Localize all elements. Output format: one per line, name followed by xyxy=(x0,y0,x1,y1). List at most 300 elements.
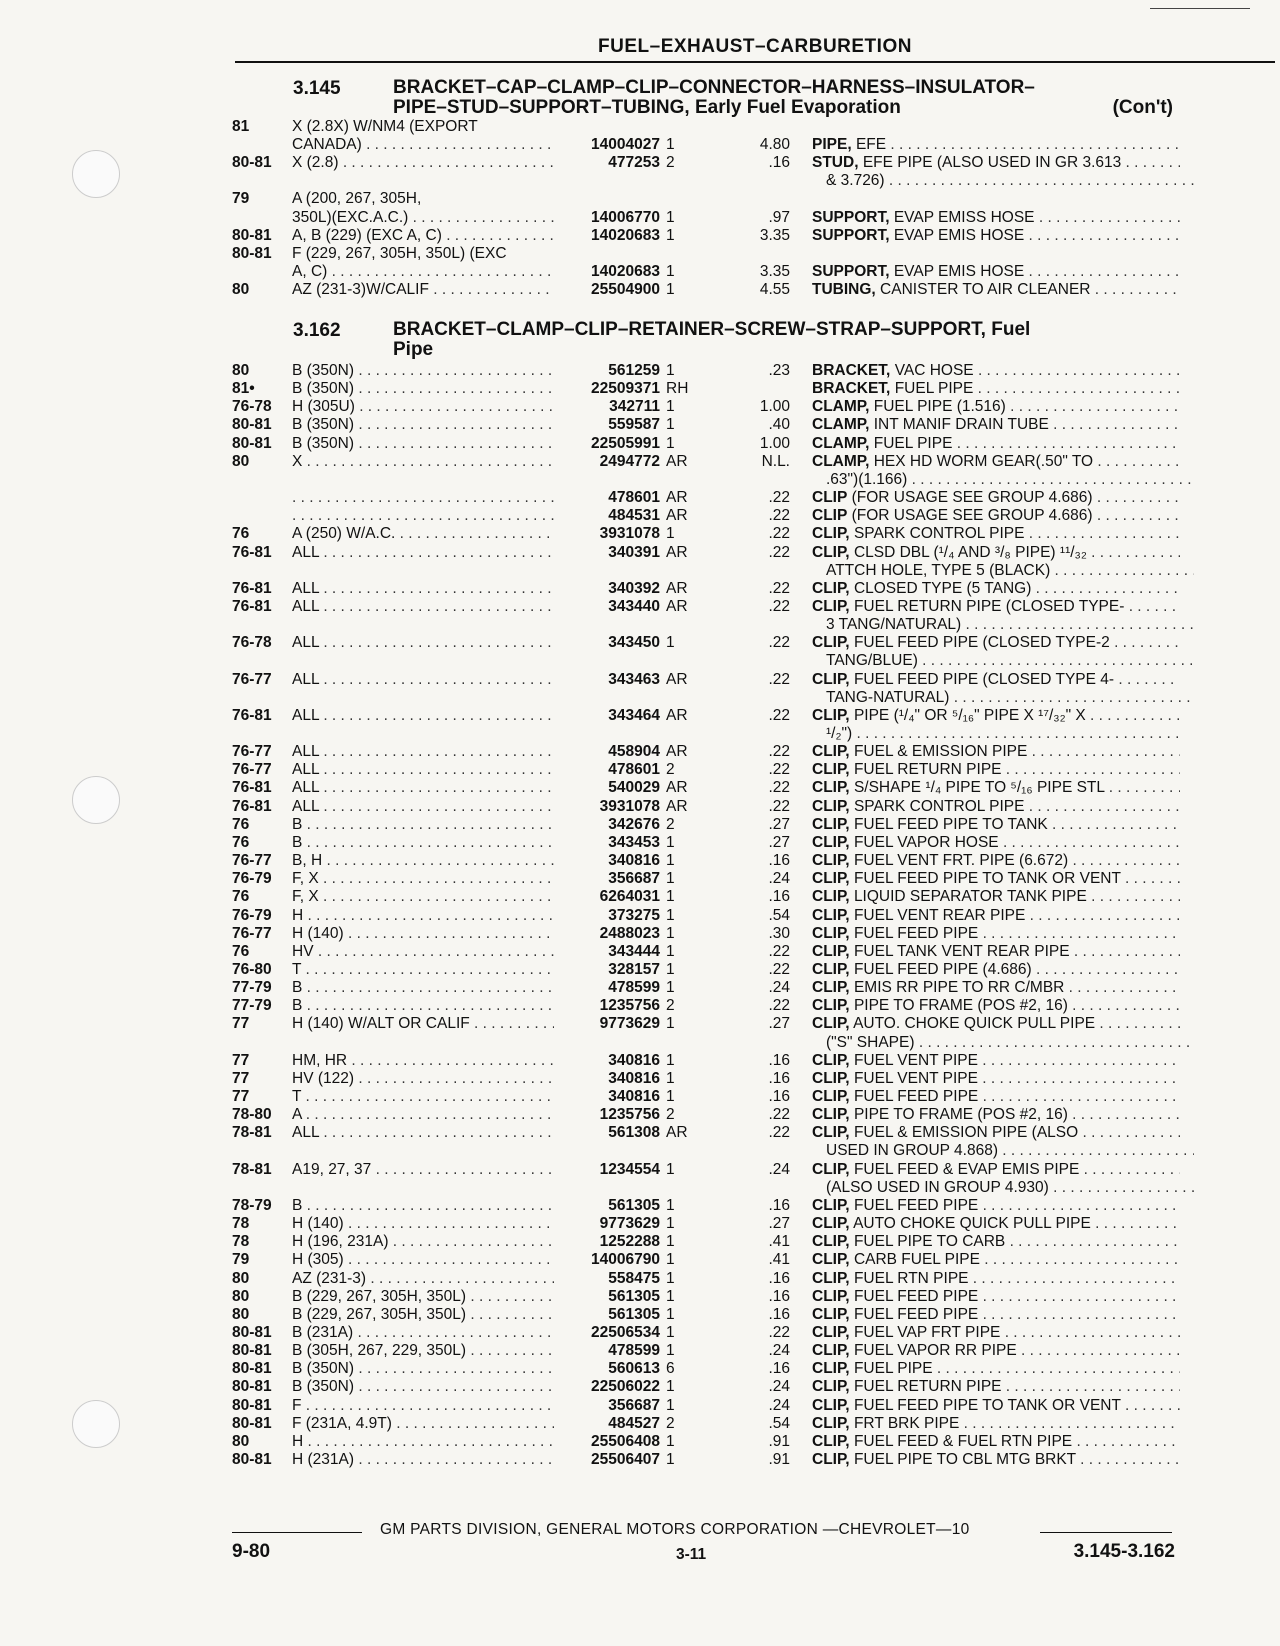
price-cell: .16 xyxy=(768,1360,790,1378)
application-cell: B (350N) . . . xyxy=(292,416,554,434)
description-cell xyxy=(812,1433,1180,1451)
price-cell: .16 xyxy=(768,1269,790,1287)
application-cell: H (140) . . . xyxy=(292,925,554,943)
price-cell: .16 xyxy=(768,1305,790,1323)
year-cell: 79 xyxy=(232,1251,250,1269)
price-cell: 3.35 xyxy=(759,262,790,280)
application-cell: ALL . . . xyxy=(292,671,554,689)
price-cell: .16 xyxy=(768,1069,790,1087)
application-cell: X (2.8X) W/NM4 (EXPORT xyxy=(292,118,478,135)
description-cell xyxy=(812,1052,1180,1070)
year-cell: 80-81 xyxy=(232,434,272,452)
year-cell: 80-81 xyxy=(232,1342,272,1360)
part-description: FUEL VENT FRT. PIPE (6.672) xyxy=(853,852,1069,870)
part-name: CLIP, xyxy=(812,1287,850,1305)
year-cell: 80 xyxy=(232,1287,250,1305)
part-number-cell: 14004027 xyxy=(591,136,660,154)
part-description: S/SHAPE ¹/₄ PIPE TO ⁵/₁₆ PIPE STL xyxy=(853,779,1105,797)
application-cell: A19, 27, 37 . . . xyxy=(292,1161,554,1179)
part-number-cell: 561305 xyxy=(608,1196,660,1214)
part-description: EVAP EMIS HOSE xyxy=(893,226,1025,244)
part-description: FUEL VENT PIPE xyxy=(853,1051,978,1069)
part-name: CLIP, xyxy=(812,1051,850,1069)
year-cell: 76-81 xyxy=(232,597,272,615)
part-description: EFE xyxy=(855,136,887,154)
part-description: FRT BRK PIPE xyxy=(853,1414,960,1432)
description-cell xyxy=(812,1161,1180,1179)
quantity-cell: 1 xyxy=(666,1196,675,1214)
quantity-cell: AR xyxy=(666,579,688,597)
quantity-cell: 1 xyxy=(666,1396,675,1414)
quantity-cell: 1 xyxy=(666,280,675,298)
description-cell xyxy=(812,1378,1180,1396)
description-cell xyxy=(826,1179,1194,1197)
application-cell: ALL . . . xyxy=(292,743,554,761)
part-name: CLIP, xyxy=(812,706,850,724)
part-name: CLIP, xyxy=(812,1396,850,1414)
description-cell xyxy=(812,1015,1180,1033)
description-cell xyxy=(812,888,1180,906)
price-cell: .54 xyxy=(768,906,790,924)
quantity-cell: 1 xyxy=(666,434,675,452)
part-name: CLIP, xyxy=(812,525,850,543)
part-name: CLIP, xyxy=(812,1432,850,1450)
quantity-cell: AR xyxy=(666,489,688,507)
part-number-cell: 14006790 xyxy=(591,1251,660,1269)
description-cell xyxy=(812,435,1180,453)
price-cell: .54 xyxy=(768,1414,790,1432)
part-name: BRACKET, xyxy=(812,380,891,398)
year-cell: 76-79 xyxy=(232,906,272,924)
application-cell: ALL . . . xyxy=(292,798,554,816)
part-name: CLIP, xyxy=(812,579,850,597)
description-cell xyxy=(812,907,1180,925)
description-cell xyxy=(812,1106,1180,1124)
description-cell xyxy=(812,834,1180,852)
year-cell: 80 xyxy=(232,1269,250,1287)
part-number-cell: 484527 xyxy=(608,1414,660,1432)
description-cell xyxy=(812,743,1180,761)
year-cell: 80-81 xyxy=(232,1414,272,1432)
part-number-cell: 484531 xyxy=(608,507,660,525)
description-cell xyxy=(812,1070,1180,1088)
part-description: HEX HD WORM GEAR(.50" TO xyxy=(873,452,1094,470)
part-description: CARB FUEL PIPE xyxy=(853,1251,980,1269)
part-name: CLIP, xyxy=(812,1305,850,1323)
part-description: FUEL RETURN PIPE (CLOSED TYPE- xyxy=(853,597,1125,615)
corner-rule xyxy=(1150,8,1250,9)
part-description: FUEL FEED PIPE xyxy=(853,924,979,942)
price-cell: .22 xyxy=(768,525,790,543)
quantity-cell: 1 xyxy=(666,1342,675,1360)
part-description: FUEL FEED PIPE (CLOSED TYPE 4- xyxy=(853,670,1115,688)
part-description: FUEL VENT PIPE xyxy=(853,1069,978,1087)
part-name: CLIP, xyxy=(812,888,850,906)
part-description: EFE PIPE (ALSO USED IN GR 3.613 xyxy=(862,154,1122,172)
year-cell: 80-81 xyxy=(232,1378,272,1396)
section-number: 3.162 xyxy=(293,320,341,341)
part-description: FUEL PIPE xyxy=(853,1360,933,1378)
quantity-cell: 1 xyxy=(666,1233,675,1251)
description-cell xyxy=(826,1034,1194,1052)
description-cell xyxy=(826,172,1194,190)
application-cell: B . . . xyxy=(292,997,554,1015)
part-number-cell: 340816 xyxy=(608,852,660,870)
part-description: SPARK CONTROL PIPE xyxy=(853,797,1025,815)
application-cell: AZ (231-3)W/CALIF . . . xyxy=(292,281,554,299)
quantity-cell: RH xyxy=(666,380,689,398)
year-cell: 76-77 xyxy=(232,743,272,761)
price-cell: .24 xyxy=(768,870,790,888)
part-name: CLIP, xyxy=(812,761,850,779)
part-number-cell: 6264031 xyxy=(599,888,660,906)
part-description: CLSD DBL (¹/₄ AND ³/₈ PIPE) ¹¹/₃₂ xyxy=(853,543,1087,561)
application-cell: ALL . . . xyxy=(292,598,554,616)
part-description: LIQUID SEPARATOR TANK PIPE xyxy=(853,888,1087,906)
application-cell: 350L)(EXC.A.C.) . . . xyxy=(292,209,554,227)
year-cell: 80-81 xyxy=(232,226,272,244)
description-cell xyxy=(812,598,1180,616)
quantity-cell: 1 xyxy=(666,398,675,416)
part-name: CLIP, xyxy=(812,1360,850,1378)
part-number-cell: 343444 xyxy=(608,942,660,960)
quantity-cell: 1 xyxy=(666,1323,675,1341)
description-cell xyxy=(812,398,1180,416)
price-cell: .27 xyxy=(768,1015,790,1033)
part-number-cell: 343464 xyxy=(608,706,660,724)
part-name: CLIP, xyxy=(812,1196,850,1214)
description-cell xyxy=(812,943,1180,961)
section-title-line xyxy=(393,98,1173,118)
part-number-cell: 561305 xyxy=(608,1287,660,1305)
year-cell: 76-81 xyxy=(232,779,272,797)
part-description: ("S" SHAPE) xyxy=(826,1033,915,1051)
quantity-cell: 1 xyxy=(666,1088,675,1105)
part-number-cell: 1234554 xyxy=(599,1160,660,1178)
quantity-cell: 1 xyxy=(666,870,675,888)
part-number-cell: 342711 xyxy=(609,398,660,416)
application-cell: AZ (231-3) . . . xyxy=(292,1270,554,1288)
year-cell: 76 xyxy=(232,815,250,833)
description-cell xyxy=(812,507,1180,525)
price-cell: .24 xyxy=(768,1396,790,1414)
section-title-line: Pipe xyxy=(393,339,434,360)
application-cell: ALL . . . xyxy=(292,707,554,725)
year-cell: 80-81 xyxy=(232,1451,272,1468)
price-cell: .22 xyxy=(768,1323,790,1341)
part-name: CLIP, xyxy=(812,1160,850,1178)
year-cell: 76-77 xyxy=(232,670,272,688)
part-name: CLIP, xyxy=(812,543,850,561)
price-cell: .22 xyxy=(768,670,790,688)
price-cell: 4.80 xyxy=(759,136,790,154)
description-cell xyxy=(826,689,1194,707)
part-number-cell: 25506407 xyxy=(591,1451,660,1468)
application-cell: T . . . xyxy=(292,961,554,979)
application-cell: ALL . . . xyxy=(292,634,554,652)
part-number-cell: 478601 xyxy=(608,489,660,507)
description-cell xyxy=(812,1415,1180,1433)
application-cell: CANADA) . . . xyxy=(292,136,554,154)
part-description: 3 TANG/NATURAL) xyxy=(826,616,962,634)
price-cell: .22 xyxy=(768,960,790,978)
part-number-cell: 477253 xyxy=(608,154,660,172)
part-name: CLIP, xyxy=(812,1088,850,1105)
application-cell: B (350N) . . . xyxy=(292,362,554,380)
price-cell: .91 xyxy=(768,1451,790,1468)
description-cell xyxy=(812,263,1180,281)
quantity-cell: 1 xyxy=(666,1269,675,1287)
part-name: CLIP, xyxy=(812,1251,850,1269)
year-cell: 78 xyxy=(232,1233,250,1251)
application-cell: HM, HR . . . xyxy=(292,1052,554,1070)
part-name: CLIP, xyxy=(812,906,850,924)
part-number-cell: 340816 xyxy=(608,1051,660,1069)
quantity-cell: 1 xyxy=(666,416,675,434)
quantity-cell: 1 xyxy=(666,852,675,870)
part-name: CLIP, xyxy=(812,852,850,870)
part-description: CANISTER TO AIR CLEANER xyxy=(880,280,1091,298)
part-number-cell: 478599 xyxy=(608,1342,660,1360)
part-description: FUEL PIPE xyxy=(873,434,953,452)
part-name: SUPPORT, xyxy=(812,226,890,244)
description-cell xyxy=(812,816,1180,834)
description-cell xyxy=(812,544,1180,562)
part-description: PIPE TO FRAME (POS #2, 16) xyxy=(853,997,1068,1015)
part-number-cell: 2494772 xyxy=(599,452,660,470)
description-cell xyxy=(812,634,1180,652)
part-number-cell: 343463 xyxy=(608,670,660,688)
quantity-cell: 1 xyxy=(666,1305,675,1323)
part-name: CLIP, xyxy=(812,779,850,797)
part-description: FUEL FEED PIPE xyxy=(853,1305,979,1323)
year-cell: 78-79 xyxy=(232,1196,272,1214)
quantity-cell: 1 xyxy=(666,1160,675,1178)
application-cell: B . . . xyxy=(292,1197,554,1215)
part-name: BRACKET, xyxy=(812,362,891,379)
part-description: CLOSED TYPE (5 TANG) xyxy=(853,579,1032,597)
quantity-cell: AR xyxy=(666,597,688,615)
application-cell: A . . . xyxy=(292,1106,554,1124)
description-cell xyxy=(812,761,1180,779)
year-cell: 77 xyxy=(232,1051,250,1069)
part-description: FUEL RETURN PIPE xyxy=(853,1378,1002,1396)
part-name: CLIP xyxy=(812,489,848,507)
part-description: FUEL FEED PIPE xyxy=(853,1088,979,1105)
page-title: FUEL–EXHAUST–CARBURETION xyxy=(598,36,912,57)
price-cell: .22 xyxy=(768,597,790,615)
price-cell: .24 xyxy=(768,1160,790,1178)
application-cell: B . . . xyxy=(292,834,554,852)
description-cell xyxy=(812,453,1180,471)
part-description: (FOR USAGE SEE GROUP 4.686) xyxy=(851,507,1093,525)
footer-rule xyxy=(232,1532,362,1533)
quantity-cell: 1 xyxy=(666,1451,675,1468)
part-description: FUEL FEED PIPE (CLOSED TYPE-2 xyxy=(853,634,1110,652)
part-number-cell: 22509371 xyxy=(591,380,660,398)
part-number-cell: 343440 xyxy=(608,597,660,615)
part-name: CLIP, xyxy=(812,1414,850,1432)
quantity-cell: 1 xyxy=(666,942,675,960)
year-cell: 76-77 xyxy=(232,852,272,870)
price-cell: 4.55 xyxy=(759,280,790,298)
price-cell: .16 xyxy=(768,1196,790,1214)
part-description: PIPE (¹/₄" OR ⁵/₁₆" PIPE X ¹⁷/₃₂" X xyxy=(853,706,1086,724)
part-description: FUEL FEED & EVAP EMIS PIPE xyxy=(853,1160,1080,1178)
year-cell: 80 xyxy=(232,362,250,379)
price-cell: .22 xyxy=(768,761,790,779)
year-cell: 78-81 xyxy=(232,1160,272,1178)
price-cell: .40 xyxy=(768,416,790,434)
part-description: INT MANIF DRAIN TUBE xyxy=(873,416,1049,434)
year-cell: 76 xyxy=(232,942,250,960)
description-cell xyxy=(812,798,1180,816)
application-cell: H . . . xyxy=(292,1433,554,1451)
description-cell xyxy=(812,1324,1180,1342)
application-cell xyxy=(292,507,554,525)
part-name: CLAMP, xyxy=(812,434,870,452)
quantity-cell: 1 xyxy=(666,362,675,379)
part-description: FUEL FEED PIPE TO TANK OR VENT xyxy=(853,870,1121,888)
part-number-cell: 458904 xyxy=(608,743,660,761)
price-cell: .16 xyxy=(768,1287,790,1305)
description-cell xyxy=(812,489,1180,507)
part-number-cell: 343450 xyxy=(608,634,660,652)
part-description: FUEL VAPOR RR PIPE xyxy=(853,1342,1017,1360)
part-name: CLIP, xyxy=(812,1106,850,1124)
description-cell xyxy=(812,1215,1180,1233)
application-cell: H . . . xyxy=(292,907,554,925)
description-cell xyxy=(812,997,1180,1015)
price-cell: .27 xyxy=(768,815,790,833)
part-description: FUEL PIPE TO CARB xyxy=(853,1233,1006,1251)
price-cell: .22 xyxy=(768,489,790,507)
year-cell: 80-81 xyxy=(232,1396,272,1414)
quantity-cell: AR xyxy=(666,743,688,761)
binder-hole xyxy=(72,1400,120,1448)
part-name: TUBING, xyxy=(812,280,876,298)
part-number-cell: 343453 xyxy=(608,833,660,851)
description-cell xyxy=(812,1288,1180,1306)
part-number-cell: 478599 xyxy=(608,979,660,997)
quantity-cell: 1 xyxy=(666,960,675,978)
year-cell: 77-79 xyxy=(232,997,272,1015)
price-cell: .27 xyxy=(768,1215,790,1233)
year-cell: 78 xyxy=(232,1215,250,1233)
footer-page-number: 3-11 xyxy=(676,1546,707,1563)
description-cell xyxy=(812,925,1180,943)
part-name: CLIP, xyxy=(812,960,850,978)
application-cell: F . . . xyxy=(292,1397,554,1415)
description-cell xyxy=(812,1124,1180,1142)
part-name: CLIP, xyxy=(812,1451,850,1468)
price-cell: .22 xyxy=(768,997,790,1015)
price-cell: .22 xyxy=(768,543,790,561)
year-cell: 78-80 xyxy=(232,1106,272,1124)
price-cell: .41 xyxy=(768,1233,790,1251)
part-number-cell: 1235756 xyxy=(599,1106,660,1124)
part-name: CLIP, xyxy=(812,1269,850,1287)
description-cell xyxy=(812,1088,1180,1106)
part-name: CLIP, xyxy=(812,1215,850,1233)
application-cell: HV . . . xyxy=(292,943,554,961)
part-description: FUEL FEED PIPE (4.686) xyxy=(853,960,1032,978)
part-name: CLIP, xyxy=(812,1015,850,1033)
part-description: EMIS RR PIPE TO RR C/MBR xyxy=(853,979,1065,997)
quantity-cell: 1 xyxy=(666,924,675,942)
part-number-cell: 540029 xyxy=(608,779,660,797)
description-cell xyxy=(826,562,1194,580)
year-cell: 77 xyxy=(232,1069,250,1087)
application-cell: B (350N) . . . xyxy=(292,1360,554,1378)
application-cell: ALL . . . xyxy=(292,580,554,598)
part-description: (ALSO USED IN GROUP 4.930) xyxy=(826,1178,1049,1196)
application-cell: B, H . . . xyxy=(292,852,554,870)
part-description: FUEL FEED PIPE TO TANK OR VENT xyxy=(853,1396,1121,1414)
part-number-cell: 14020683 xyxy=(591,226,660,244)
quantity-cell: AR xyxy=(666,797,688,815)
quantity-cell: AR xyxy=(666,543,688,561)
price-cell: .24 xyxy=(768,1378,790,1396)
price-cell: .24 xyxy=(768,1342,790,1360)
part-number-cell: 342676 xyxy=(608,815,660,833)
part-name: CLIP, xyxy=(812,942,850,960)
part-description: FUEL PIPE xyxy=(894,380,974,398)
quantity-cell: 6 xyxy=(666,1360,675,1378)
quantity-cell: 1 xyxy=(666,262,675,280)
part-number-cell: 22506534 xyxy=(591,1323,660,1341)
price-cell: .22 xyxy=(768,507,790,525)
section-number: 3.145 xyxy=(293,78,341,99)
part-name: SUPPORT, xyxy=(812,208,890,226)
description-cell xyxy=(812,707,1180,725)
part-number-cell: 328157 xyxy=(608,960,660,978)
application-cell: F (229, 267, 305H, 350L) (EXC xyxy=(292,244,507,262)
part-number-cell: 478601 xyxy=(608,761,660,779)
part-number-cell: 356687 xyxy=(608,1396,660,1414)
application-cell: H (140) W/ALT OR CALIF . . . xyxy=(292,1015,554,1033)
quantity-cell: 1 xyxy=(666,833,675,851)
quantity-cell: 1 xyxy=(666,1215,675,1233)
price-cell: .22 xyxy=(768,579,790,597)
quantity-cell: AR xyxy=(666,452,688,470)
part-number-cell: 1235756 xyxy=(599,997,660,1015)
part-name: CLIP, xyxy=(812,743,850,761)
application-cell: ALL . . . xyxy=(292,761,554,779)
application-cell xyxy=(292,489,554,507)
price-cell: .22 xyxy=(768,942,790,960)
section-title-line: BRACKET–CLAMP–CLIP–RETAINER–SCREW–STRAP–SUPPORT, Fuel xyxy=(393,319,1031,340)
application-cell: T . . . xyxy=(292,1088,554,1106)
part-description: FUEL VAPOR HOSE xyxy=(853,833,999,851)
part-name: CLAMP, xyxy=(812,398,870,416)
quantity-cell: 1 xyxy=(666,208,675,226)
quantity-cell: 1 xyxy=(666,226,675,244)
footer-date: 9-80 xyxy=(232,1541,271,1562)
quantity-cell: 1 xyxy=(666,634,675,652)
price-cell: .27 xyxy=(768,833,790,851)
part-name: CLIP, xyxy=(812,634,850,652)
quantity-cell: 1 xyxy=(666,525,675,543)
application-cell: ALL . . . xyxy=(292,544,554,562)
year-cell: 80 xyxy=(232,452,250,470)
part-number-cell: 373275 xyxy=(608,906,660,924)
price-cell: .30 xyxy=(768,924,790,942)
price-cell: .22 xyxy=(768,706,790,724)
application-cell: F, X . . . xyxy=(292,870,554,888)
year-cell: 77 xyxy=(232,1015,250,1033)
price-cell: N.L. xyxy=(761,452,790,470)
